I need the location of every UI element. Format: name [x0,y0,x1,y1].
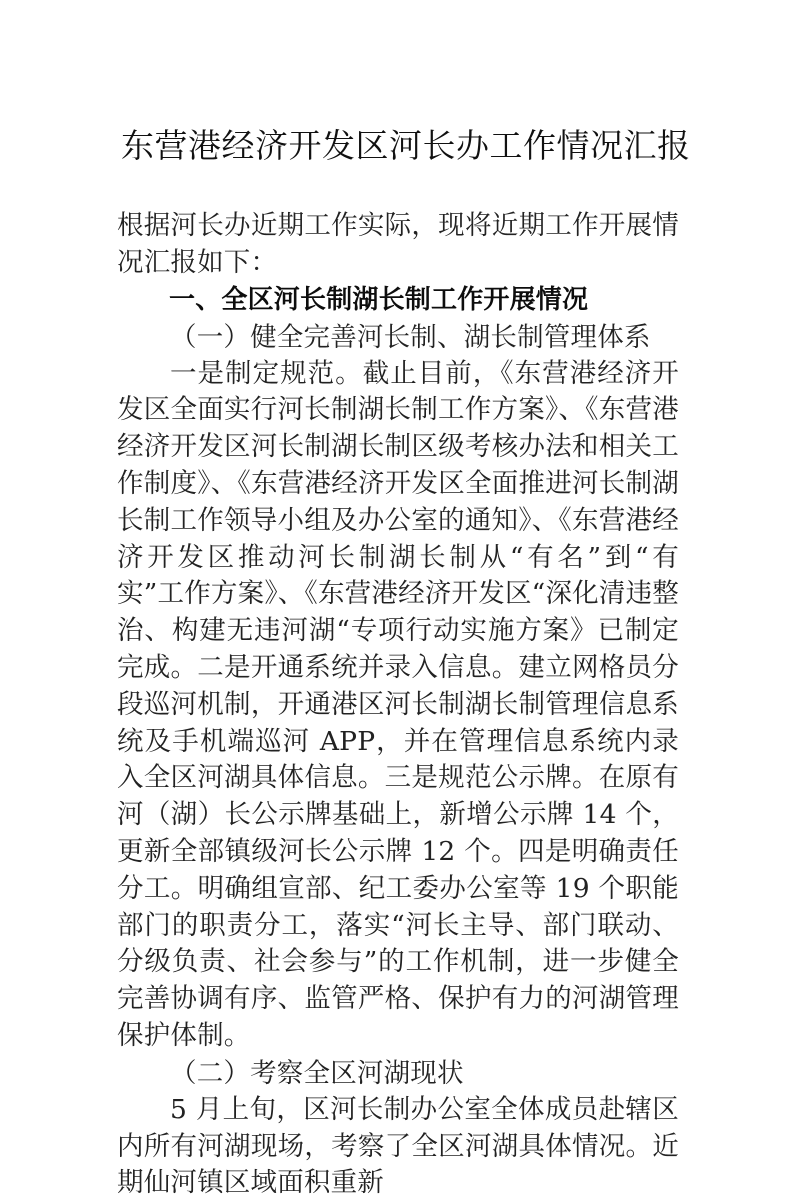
document-body [117,208,679,1202]
subsection-heading-1-2: （二）考察全区河湖现状 [170,1057,464,1089]
subsection-body-1-2: 5 月上旬，区河长制办公室全体成员赴辖区内所有河湖现场，考察了全区河湖具体情况。近期仙河镇区域面积重新 [117,1093,679,1199]
page-title: 东营港经济开发区河长办工作情况汇报 [121,126,691,165]
subsection-heading-1-1: （一）健全完善河长制、湖长制管理体系 [170,321,651,353]
subsection-body-1-1: 一是制定规范。截止目前，《东营港经济开发区全面实行河长制湖长制工作方案》、《东营港经济开发区河长制湖长制区级考核办法和相关工作制度》、《东营港经济开发区全面推进河长制湖长制工作领导小组及办公室的通知》、《东营港经济开发区推动河长制湖长制从“有名”到“有实”工作方案》、《东营港经济开发区“深化清违整治、构建无违河湖“专项行动实施方案》已制定完成。二是开通系统并录入信息。建立网格员分段巡河机制，开通港区河长制湖长制管理信息系统及手机端巡河 APP，并在管理信息系统内录入全区河湖具体信息。三是规范公示牌。在原有河（湖）长公示牌基础上，新增公示牌 14 个，更新全部镇级河长公示牌 12 个。四是明确责任分工。明确组宣部、纪工委办公室等 19 个职能部门的职责分工，落实“河长主导、部门联动、分级负责、社会参与”的工作机制，进一步健全完善协调有序、监管严格、保护有力的河湖管理保护体制。 [117,357,679,1051]
section-heading-1: 一、全区河长制湖长制工作开展情况 [169,284,589,315]
lead-paragraph: 根据河长办近期工作实际，现将近期工作开展情况汇报如下： [117,210,679,278]
